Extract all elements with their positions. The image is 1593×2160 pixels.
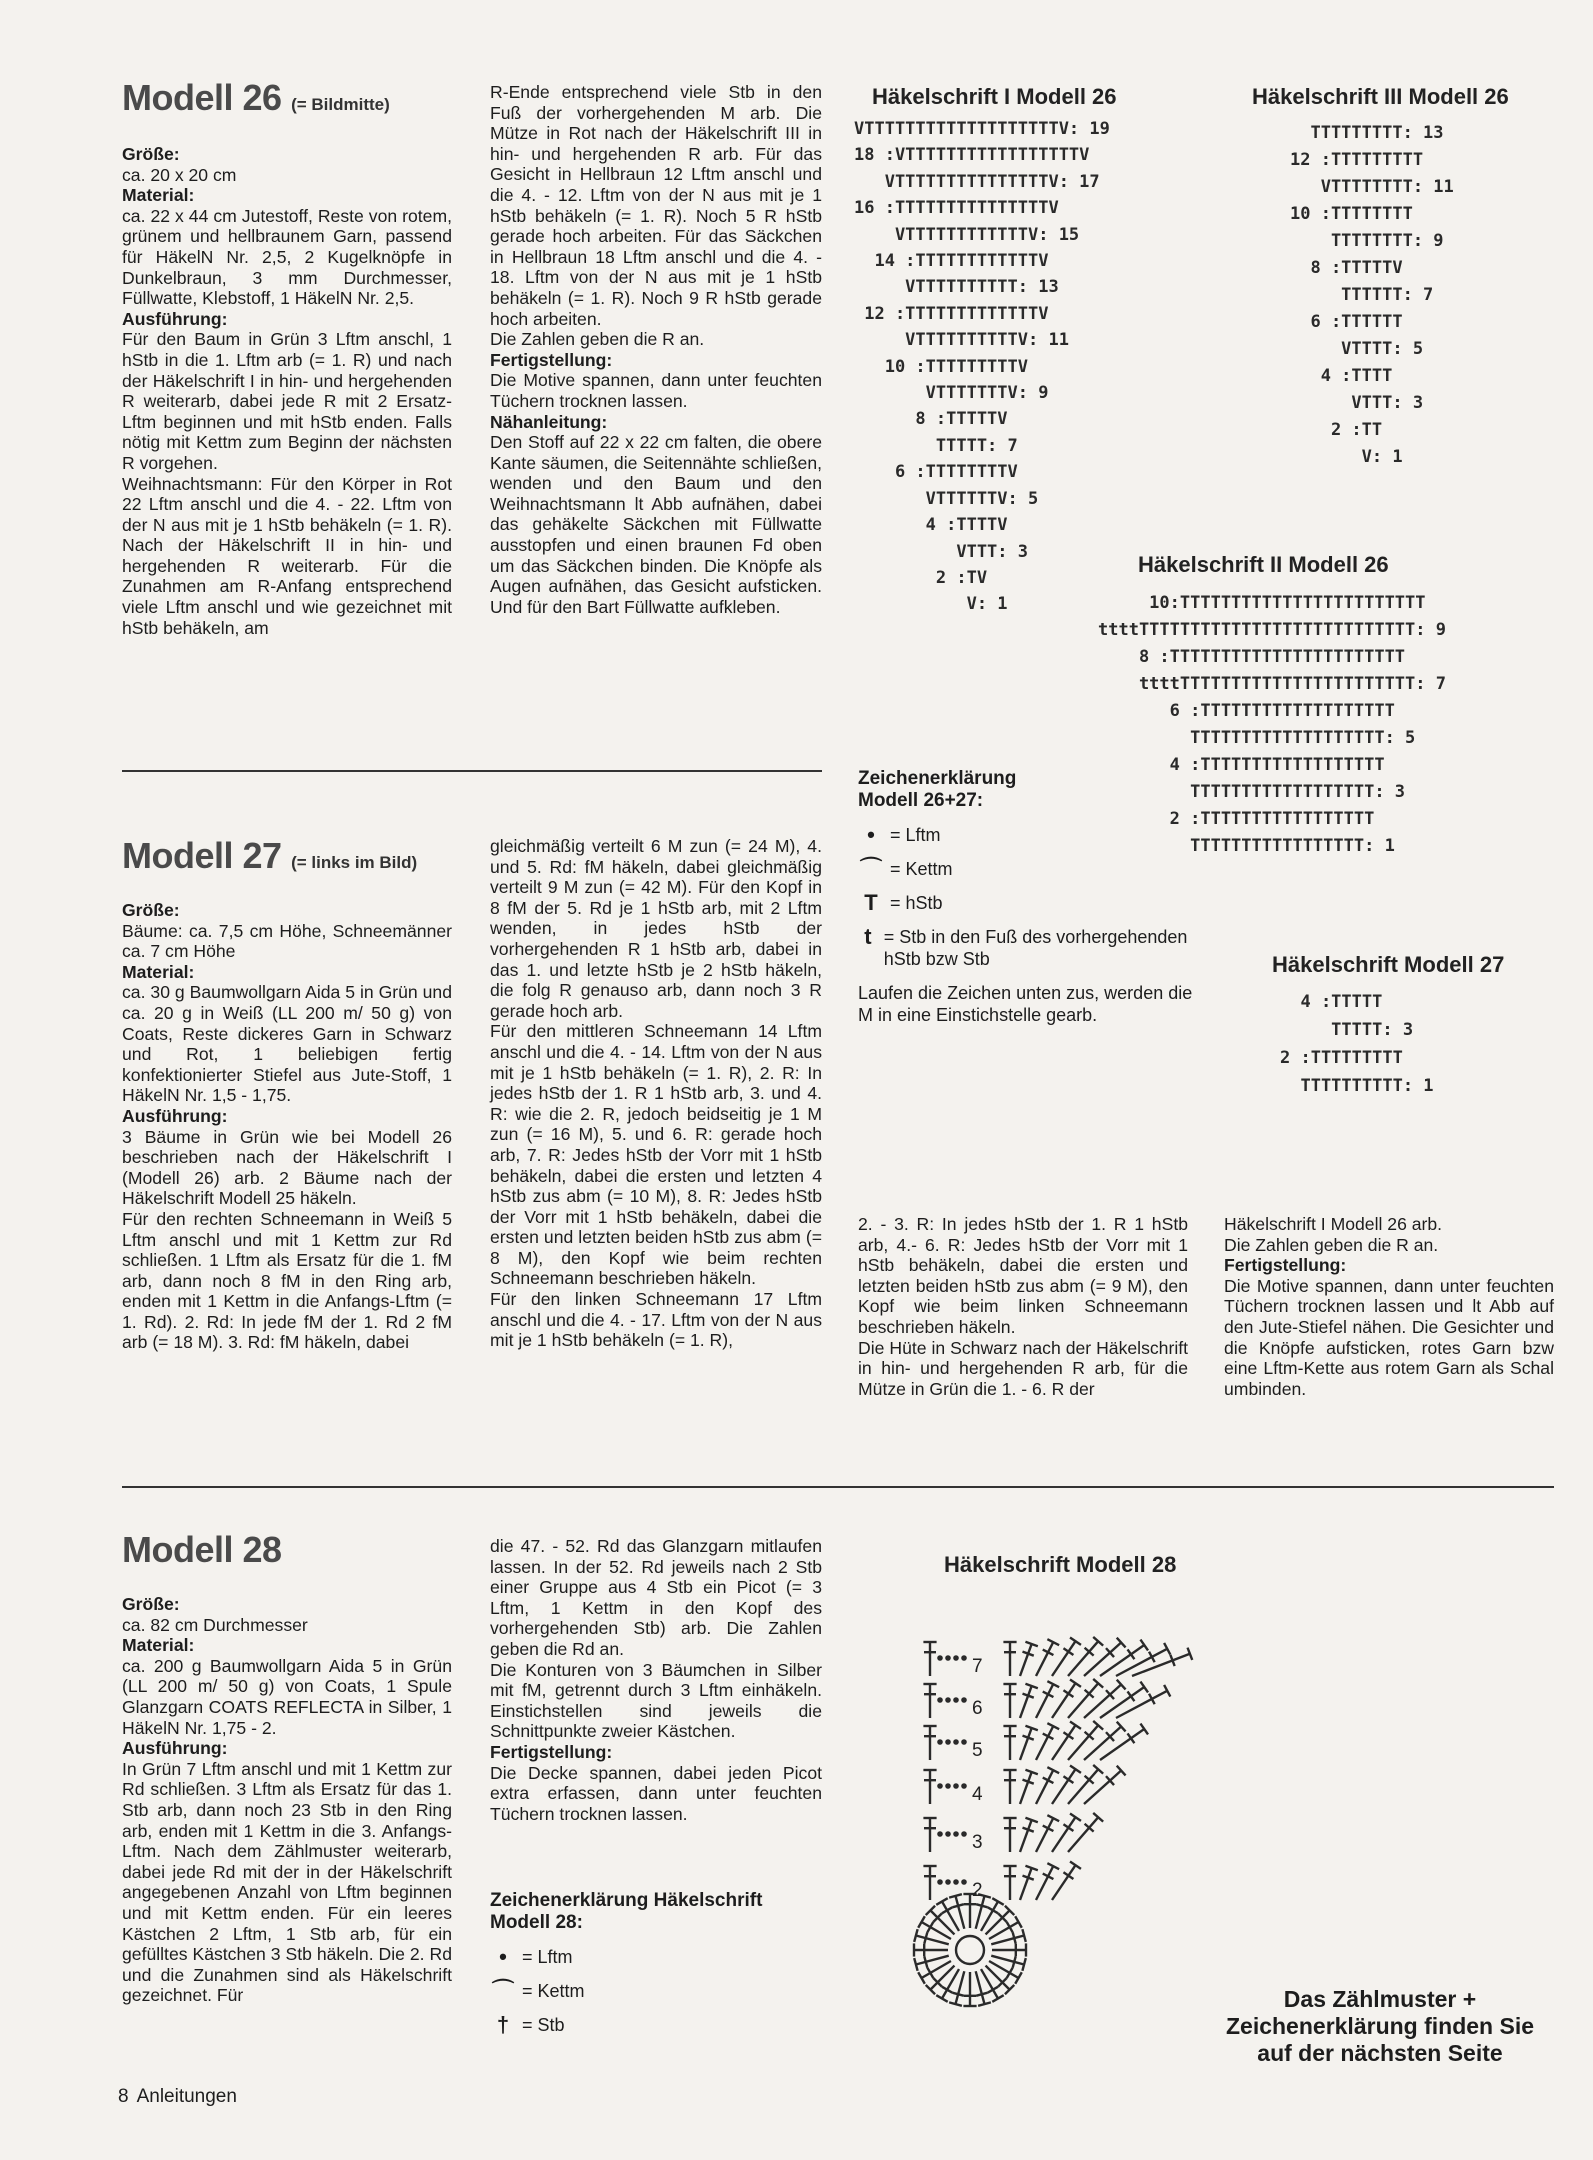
chart-row: VTTTTTTTV: 9 (854, 383, 1049, 404)
section-heading: Fertigstellung: (1224, 1255, 1347, 1276)
section-heading: Größe: (122, 900, 180, 920)
modell-27-column-1 (122, 900, 452, 1353)
diagram-i-title: Häkelschrift I Modell 26 (872, 84, 1117, 109)
legend-symbol-icon: t (864, 924, 872, 949)
chart-row: V: 1 (1290, 447, 1403, 467)
chart-row: VTTTTTTTTTTTTTTTTTTTV: 19 (854, 119, 1110, 139)
legend-symbol-icon: ⌒ (491, 1978, 514, 2003)
modell-28-title-text: Modell 28 (122, 1529, 282, 1570)
row-number: 3 (972, 1832, 983, 1853)
legend-label: = Stb in den Fuß des vorhergehenden hStb bzw Stb (883, 927, 1188, 969)
legend-item (490, 2014, 830, 2036)
paragraph: Die Konturen von 3 Bäumchen in Silber mit fM, getrennt durch 3 Lftm einhäkeln. Einstichstellen sind jeweils die Schnittpunkte zweier Kästchen. (490, 1659, 822, 1742)
footer-section: Anleitungen (136, 2086, 237, 2107)
legend-symbol-icon: • (499, 1944, 507, 1969)
legend-28-items (490, 1946, 830, 2036)
row-number: 2 (972, 1880, 983, 1901)
legend-label: = hStb (890, 893, 943, 913)
modell-26-title (122, 78, 390, 125)
chart-row: 10 :TTTTTTTT (1290, 204, 1413, 224)
section-heading: Ausführung: (122, 1738, 228, 1759)
diagram-28-crochet-chart (860, 1580, 1240, 2050)
legend-label: = Lftm (890, 825, 941, 845)
chart-row: 16 :TTTTTTTTTTTTTTTV (854, 198, 1059, 219)
chart-row: VTTTT: 5 (1290, 339, 1424, 359)
chart-row: TTTTTTTTTTTTTTTTT: 1 (1098, 836, 1395, 856)
chart-row: 2 :TTTTTTTTTTTTTTTTT (1098, 809, 1375, 829)
section-heading: Material: (122, 185, 195, 206)
paragraph: Für den rechten Schneemann in Weiß 5 Lftm anschl und mit 1 Kettm zur Rd schließen. 1 Lftm als Ersatz für die 1. fM arb, dann noch 8 fM in den Ring arb, enden mit 1 Kettm in die Anfangs-Lftm (= 1. Rd). 2. Rd: In jede fM der 1. Rd 2 fM arb (= 18 M). 3. Rd: fM häkeln, dabei (122, 1208, 452, 1353)
diagram-27-title: Häkelschrift Modell 27 (1272, 952, 1505, 977)
chart-row: TTTTT: 3 (1280, 1020, 1414, 1040)
modell-28-title (122, 1530, 282, 1570)
modell-28-column-1 (122, 1594, 452, 2006)
paragraph: Die Decke spannen, dabei jeden Picot extra erfassen, dann unter feuchten Tüchern trocknen lassen. (490, 1762, 822, 1824)
chart-row: 12 :TTTTTTTTTTTTTV (854, 303, 1049, 324)
legend-label: = Kettm (890, 859, 953, 879)
chart-row: VTTTTTTV: 5 (854, 488, 1039, 509)
paragraph: Die Zahlen geben die R an. (490, 329, 705, 350)
paragraph: Den Stoff auf 22 x 22 cm falten, die obere Kante säumen, die Seitennähte schließen, wenden und den Baum und den Weihnachtsmann lt Abb aufnähen, dabei das gehäkelte Säckchen mit Füllwatte ausstopfen und einen braunen Fd oben um das Säckchen binden. Die Knöpfe als Augen aufnähen, das Gesicht aufsticken. Und für den Bart Füllwatte aufkleben. (490, 432, 822, 617)
paragraph: Weihnachtsmann: Für den Körper in Rot 22 Lftm anschl und die 4. - 22. Lftm von der N aus mit je 1 hStb behäkeln (= 1. R). Nach der Häkelschrift II in hin- und hergehenden R weiterarb. Für die Zunahmen am R-Anfang entsprechend viele Lftm anschl und wie gezeichnet mit hStb behäkeln, am (122, 473, 452, 638)
chart-row: VTTTTTTTTTTTTTTTV: 17 (854, 171, 1100, 192)
legend-item (858, 926, 1198, 970)
chart-row: VTTT: 3 (854, 541, 1028, 562)
row-number: 4 (972, 1784, 983, 1805)
next-page-note: Das Zählmuster + Zeichenerklärung finden Sie auf der nächsten Seite (1225, 1986, 1535, 2066)
chart-row: 4 :TTTTT (1280, 992, 1383, 1012)
paragraph: R-Ende entsprechend viele Stb in den Fuß der vorhergehenden M arb. Die Mütze in Rot nach der Häkelschrift III in hin- und hergehenden R arb. Für das Gesicht in Hellbraun 12 Lftm anschl und die 4. - 12. Lftm von der N aus mit je 1 hStb behäkeln (= 1. R). Noch 5 R hStb gerade hoch arbeiten. Für das Säckchen in Hellbraun 18 Lftm anschl und die 4. - 18. Lftm von der N aus mit je 1 hStb behäkeln (= 1. R). Noch 9 R hStb gerade hoch arbeiten. (490, 82, 822, 329)
modell-28-column-2 (490, 1536, 822, 1824)
chart-row: 10:TTTTTTTTTTTTTTTTTTTTTTTT (1098, 593, 1426, 613)
legend-item (858, 858, 1198, 880)
chart-row: ttttTTTTTTTTTTTTTTTTTTTTTTT: 7 (1098, 674, 1446, 694)
divider-2 (122, 1486, 1554, 1488)
modell-27-column-2 (490, 836, 822, 1351)
diagram-27-crochet-chart (1280, 988, 1434, 1100)
chart-row: V: 1 (854, 594, 1008, 615)
paragraph: Die Motive spannen, dann unter feuchten Tüchern trocknen lassen und lt Abb auf den Jute-Stiefel nähen. Die Gesichter und die Knöpfe aufsticken, rotes Garn bzw eine Lftm-Kette aus rotem Garn als Schal umbinden. (1224, 1275, 1554, 1399)
chart-row: 4 :TTTT (1290, 366, 1393, 386)
chart-row: 10 :TTTTTTTTTV (854, 356, 1028, 377)
legend-26-27-note: Laufen die Zeichen unten zus, werden die M in eine Einstichstelle gearb. (858, 983, 1193, 1025)
chart-row: 6 :TTTTTTTTV (854, 462, 1018, 483)
paragraph: ca. 22 x 44 cm Jutestoff, Reste von rotem, grünem und hellbraunem Garn, passend für HäkelN Nr. 2,5, 2 Kugelknöpfe in Dunkelbraun, 3 mm Durchmesser, Füllwatte, Klebstoff, 1 HäkelN Nr. 2,5. (122, 205, 452, 309)
legend-symbol-icon: T (864, 890, 878, 915)
chart-row: 4 :TTTTV (854, 515, 1008, 536)
page-footer (118, 2086, 237, 2108)
section-heading: Größe: (122, 1594, 180, 1614)
chart-row: 8 :TTTTTV (1290, 258, 1403, 278)
diagram-iii-title: Häkelschrift III Modell 26 (1252, 84, 1509, 109)
chart-row: 18 :VTTTTTTTTTTTTTTTTTV (854, 145, 1090, 166)
diagram-28-title: Häkelschrift Modell 28 (944, 1552, 1177, 1577)
paragraph: Die Hüte in Schwarz nach der Häkelschrift in hin- und hergehenden R arb, für die Mütze in Grün die 1. - 6. R der (858, 1337, 1188, 1399)
diagram-iii-crochet-chart (1290, 120, 1454, 471)
modell-27-title (122, 836, 417, 883)
paragraph: Die Motive spannen, dann unter feuchten Tüchern trocknen lassen. (490, 370, 822, 411)
chart-row: VTTTTTTTTTTTTV: 15 (854, 224, 1080, 245)
chart-row: ttttTTTTTTTTTTTTTTTTTTTTTTTTTTT: 9 (1098, 620, 1446, 640)
chart-row: 12 :TTTTTTTTT (1290, 150, 1424, 170)
paragraph: gleichmäßig verteilt 6 M zun (= 24 M), 4. und 5. Rd: fM häkeln, dabei gleichmäßig verteilt 9 M zun (= 42 M). Für den Kopf in 8 fM der 5. Rd je 1 hStb arb, mit 2 Lftm wenden, in jedes hStb der vorhergehenden R 1 hStb arb, dabei in das 1. und letzte hStb je 2 hStb häkeln, die folg R genauso arb, dann noch 3 R gerade hoch arb. (490, 836, 822, 1021)
paragraph: ca. 200 g Baumwollgarn Aida 5 in Grün (LL 200 m/ 50 g) von Coats, 1 Spule Glanzgarn COATS REFLECTA in Silber, 1 HäkelN Nr. 1,75 - 2. (122, 1655, 452, 1738)
modell-27-title-text: Modell 27 (122, 835, 282, 876)
modell-27-title-note: (= links im Bild) (291, 853, 418, 872)
legend-26-27-title: Zeichenerklärung Modell 26+27: (858, 768, 1017, 811)
chart-row: 4 :TTTTTTTTTTTTTTTTTT (1098, 755, 1385, 775)
paragraph: ca. 82 cm Durchmesser (122, 1614, 308, 1635)
modell-26-column-1 (122, 144, 452, 638)
chart-row: TTTTTTTTTTTTTTTTTT: 3 (1098, 782, 1406, 802)
legend-item (490, 1946, 830, 1968)
divider-1 (122, 770, 822, 772)
legend-item (858, 824, 1198, 846)
chart-row: TTTTTTTT: 9 (1290, 231, 1444, 251)
chart-row: 8 :TTTTTV (854, 409, 1008, 430)
chart-row: VTTTTTTTT: 11 (1290, 177, 1454, 197)
modell-26-title-text: Modell 26 (122, 77, 282, 118)
legend-symbol-icon: ⌒ (859, 856, 882, 881)
section-heading: Nähanleitung: (490, 411, 608, 432)
legend-item (858, 892, 1198, 914)
legend-label: = Lftm (522, 1947, 573, 1967)
chart-row: 14 :TTTTTTTTTTTTV (854, 251, 1049, 272)
modell-26-title-note: (= Bildmitte) (291, 95, 390, 114)
chart-row: 6 :TTTTTT (1290, 312, 1403, 332)
chart-row: 6 :TTTTTTTTTTTTTTTTTTT (1098, 701, 1395, 721)
chart-row: TTTTTTTTTT: 1 (1280, 1076, 1434, 1096)
paragraph: Häkelschrift I Modell 26 arb. (1224, 1214, 1443, 1234)
modell-26-column-2 (490, 82, 822, 617)
section-heading: Ausführung: (122, 1105, 228, 1126)
legend-26-27-items (858, 824, 1198, 970)
chart-row: VTTTTTTTTTTV: 11 (854, 330, 1069, 351)
section-heading: Material: (122, 961, 195, 982)
paragraph: Die Zahlen geben die R an. (1224, 1234, 1439, 1255)
legend-label: = Stb (522, 2015, 565, 2035)
paragraph: Für den linken Schneemann 17 Lftm anschl und die 4. - 17. Lftm von der N aus mit je 1 hStb behäkeln (= 1. R), (490, 1289, 822, 1351)
legend-symbol-icon: • (867, 822, 875, 847)
page-number: 8 (118, 2086, 129, 2107)
paragraph: 3 Bäume in Grün wie bei Modell 26 beschrieben nach der Häkelschrift I (Modell 26) arb. 2 Bäume nach der Häkelschrift Modell 25 häkeln. (122, 1126, 452, 1209)
legend-symbol-icon: † (496, 2012, 510, 2037)
paragraph: In Grün 7 Lftm anschl und mit 1 Kettm zur Rd schließen. 3 Lftm als Ersatz für das 1. Stb arb, dann noch 23 Stb in den Ring arb, enden mit 1 Kettm in die 3. Anfangs-Lftm. Nach dem Zählmuster weiterarb, dabei jede Rd mit der in der Häkelschrift angegebenen Anzahl von Lftm beginnen und mit Kettm enden. Für ein leeres Kästchen 2 Lftm, 1 Stb arb, für ein gefülltes Kästchen 3 Stb häkeln. Die 2. Rd und die Zunahmen sind als Häkelschrift gezeichnet. Für (122, 1758, 452, 2006)
legend-item (490, 1980, 830, 2002)
chart-row: 8 :TTTTTTTTTTTTTTTTTTTTTTT (1098, 647, 1406, 667)
chart-row: VTTTTTTTTTT: 13 (854, 277, 1059, 298)
chart-row: 2 :TTTTTTTTT (1280, 1048, 1403, 1068)
section-heading: Fertigstellung: (490, 349, 613, 370)
legend-28 (490, 1890, 830, 2048)
section-heading: Größe: (122, 144, 180, 164)
diagram-ii-title: Häkelschrift II Modell 26 (1138, 552, 1389, 577)
modell-27-column-4 (1224, 1214, 1554, 1399)
row-number: 5 (972, 1740, 983, 1761)
legend-28-title: Zeichenerklärung Häkelschrift Modell 28: (490, 1890, 763, 1933)
chart-row: TTTTTT: 7 (1290, 285, 1434, 305)
paragraph: ca. 20 x 20 cm (122, 164, 237, 185)
chart-row: TTTTT: 7 (854, 435, 1018, 456)
legend-26-27 (858, 768, 1198, 1026)
chart-row: 2 :TV (854, 567, 988, 588)
paragraph: ca. 30 g Baumwollgarn Aida 5 in Grün und ca. 20 g in Weiß (LL 200 m/ 50 g) von Coats, Reste dickeres Garn in Schwarz und Rot, 1 beliebigen fertig konfektionierter Stiefel aus Jute-Stoff, 1 HäkelN Nr. 1,5 - 1,75. (122, 982, 452, 1106)
legend-label: = Kettm (522, 1981, 585, 2001)
modell-27-column-3 (858, 1214, 1188, 1399)
section-heading: Material: (122, 1635, 195, 1656)
chart-row: VTTT: 3 (1290, 393, 1424, 413)
paragraph: die 47. - 52. Rd das Glanzgarn mitlaufen lassen. In der 52. Rd jeweils nach 2 Stb einer Gruppe aus 4 Stb ein Picot (= 3 Lftm, 1 Kettm in den Kopf des vorhergehenden Stb) arb. Die Zahlen geben die Rd an. (490, 1536, 822, 1659)
chart-row: TTTTTTTTT: 13 (1290, 123, 1444, 143)
chart-row: 2 :TT (1290, 420, 1383, 440)
section-heading: Ausführung: (122, 308, 228, 329)
row-number: 7 (972, 1656, 983, 1677)
paragraph: Bäume: ca. 7,5 cm Höhe, Schneemänner ca. 7 cm Höhe (122, 920, 452, 962)
paragraph: Für den mittleren Schneemann 14 Lftm anschl und die 4. - 14. Lftm von der N aus mit je 1 hStb behäkeln (= 1. R), 2. R: In jedes hStb der 1. R 1 hStb arb, 3. und 4. R: wie die 2. R, jedoch beidseitig je 1 M zun (= 16 M), 5. und 6. R: gerade hoch arb, 7. R: Jedes hStb der Vorr mit 1 hStb behäkeln, dabei die ersten und letzten 4 hStb zus abm (= 10 M), 8. R: Jedes hStb der Vorr mit 1 hStb behäkeln, dabei die ersten und letzten beiden hStb zus abm (= 8 M), den Kopf wie beim rechten Schneemann beschrieben häkeln. (490, 1021, 822, 1289)
chart-row: TTTTTTTTTTTTTTTTTTT: 5 (1098, 728, 1416, 748)
section-heading: Fertigstellung: (490, 1741, 613, 1762)
paragraph: Für den Baum in Grün 3 Lftm anschl, 1 hStb in die 1. Lftm arb (= 1. R) und nach der Häkelschrift I in hin- und hergehenden R weiterarb, dabei jede R mit 2 Ersatz-Lftm beginnen und mit hStb enden. Falls nötig mit Kettm zum Beginn der nächsten R vorgehen. (122, 329, 452, 473)
paragraph: 2. - 3. R: In jedes hStb der 1. R 1 hStb arb, 4.- 6. R: Jedes hStb der Vorr mit 1 hStb behäkeln, dabei die ersten und letzten beiden hStb zus abm (= 9 M), den Kopf wie beim linken Schneemann beschrieben häkeln. (858, 1214, 1188, 1337)
diagram-i-crochet-chart (854, 116, 1110, 618)
row-number: 6 (972, 1698, 983, 1719)
